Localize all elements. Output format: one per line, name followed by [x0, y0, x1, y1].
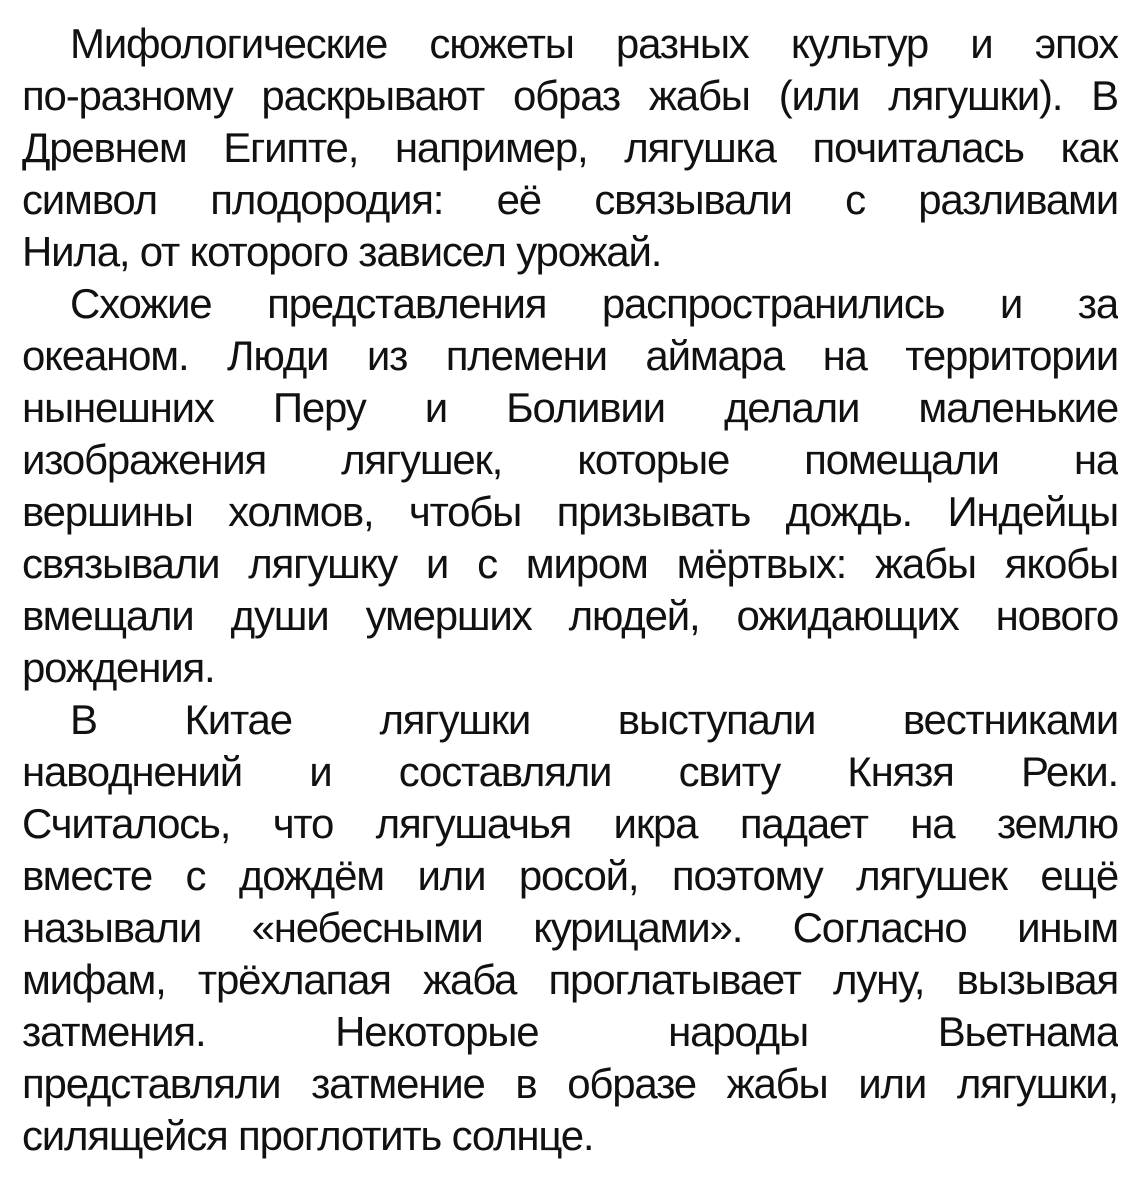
paragraph-aymara [22, 278, 1118, 694]
text-line: Мифологические сюжеты разных культур и эпох [70, 20, 1118, 67]
text-line: изображения лягушек, которые помещали на [22, 436, 1118, 483]
text-line: представляли затмение в образе жабы или лягушки, [22, 1060, 1118, 1107]
document-page [22, 18, 1118, 1162]
paragraph-egypt [22, 18, 1118, 278]
text-line: вмещали души умерших людей, ожидающих нового [22, 592, 1118, 639]
text-line: называли «небесными курицами». Согласно иным [22, 904, 1118, 951]
text-line: Схожие представления распространились и за [70, 280, 1118, 327]
text-line: наводнений и составляли свиту Князя Реки. [22, 748, 1118, 795]
text-line: вместе с дождём или росой, поэтому лягушек ещё [22, 852, 1118, 899]
text-line: Считалось, что лягушачья икра падает на землю [22, 800, 1118, 847]
text-line: рождения. [22, 644, 215, 691]
paragraph-china [22, 694, 1118, 1162]
text-line: силящейся проглотить солнце. [22, 1112, 594, 1159]
text-line: Нила, от которого зависел урожай. [22, 228, 662, 275]
text-line: связывали лягушку и с миром мёртвых: жабы якобы [22, 540, 1118, 587]
text-line: В Китае лягушки выступали вестниками [70, 696, 1118, 743]
text-line: затмения. Некоторые народы Вьетнама [22, 1008, 1118, 1055]
text-line: Древнем Египте, например, лягушка почиталась как [22, 124, 1118, 171]
text-line: мифам, трёхлапая жаба проглатывает луну, вызывая [22, 956, 1118, 1003]
text-line: по-разному раскрывают образ жабы (или лягушки). В [22, 72, 1118, 119]
text-line: океаном. Люди из племени аймара на территории [22, 332, 1118, 379]
text-line: нынешних Перу и Боливии делали маленькие [22, 384, 1118, 431]
text-line: символ плодородия: её связывали с разливами [22, 176, 1118, 223]
text-line: вершины холмов, чтобы призывать дождь. Индейцы [22, 488, 1118, 535]
